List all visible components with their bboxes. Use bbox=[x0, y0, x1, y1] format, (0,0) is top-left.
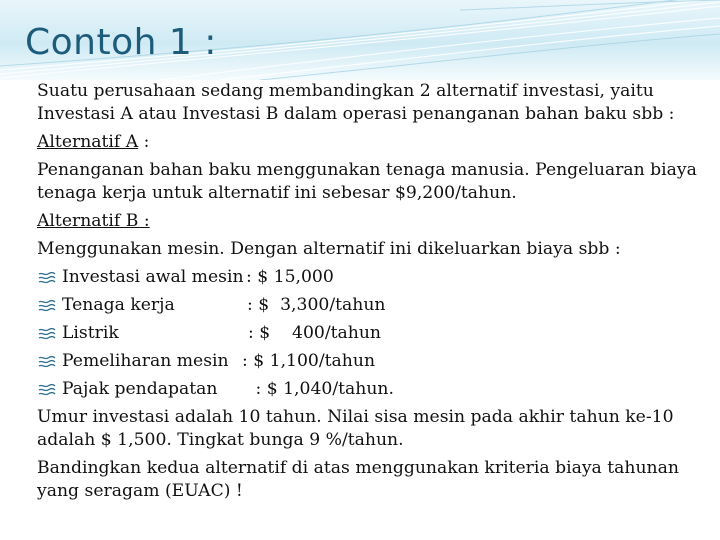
cost-label: Tenaga kerja bbox=[62, 295, 175, 315]
cost-value: : $ 1,040/tahun. bbox=[250, 379, 394, 399]
intro-paragraph: Suatu perusahaan sedang membandingkan 2 alternatif investasi, yaitu Investasi A atau Investasi B dalam operasi penanganan bahan baku sbb : bbox=[37, 81, 675, 124]
wave-bullet-icon bbox=[37, 327, 57, 341]
cost-value: : $ 1,100/tahun bbox=[242, 351, 376, 371]
alternative-b-text: Menggunakan mesin. Dengan alternatif ini dikeluarkan biaya sbb : bbox=[37, 239, 621, 259]
wave-bullet-icon bbox=[37, 355, 57, 369]
cost-label: Listrik bbox=[62, 323, 119, 343]
alternative-a-heading: Alternatif A bbox=[37, 132, 139, 152]
cost-value: : $ 3,300/tahun bbox=[247, 295, 386, 315]
cost-label: Pajak pendapatan bbox=[62, 379, 218, 399]
cost-item-pemeliharan bbox=[37, 350, 702, 373]
closing-paragraph: Umur investasi adalah 10 tahun. Nilai sisa mesin pada akhir tahun ke-10 adalah $ 1,500. Tingkat bunga 9 %/tahun. bbox=[37, 407, 674, 450]
cost-value: : $ 400/tahun bbox=[248, 323, 382, 343]
question-paragraph: Bandingkan kedua alternatif di atas menggunakan kriteria biaya tahunan yang seragam (EUAC) ! bbox=[37, 458, 679, 501]
cost-item-tenaga-kerja bbox=[37, 294, 702, 317]
slide-body bbox=[37, 80, 702, 508]
cost-item-investasi bbox=[37, 266, 702, 289]
cost-label: Pemeliharan mesin bbox=[62, 351, 229, 371]
alternative-a-heading-line bbox=[37, 131, 702, 154]
wave-bullet-icon bbox=[37, 271, 57, 285]
alternative-a-heading-suffix: : bbox=[138, 132, 150, 152]
cost-item-listrik bbox=[37, 322, 702, 345]
wave-bullet-icon bbox=[37, 299, 57, 313]
alternative-b-heading-line bbox=[37, 210, 702, 233]
alternative-a-text: Penanganan bahan baku menggunakan tenaga manusia. Pengeluaran biaya tenaga kerja untuk alternatif ini sebesar $9,200/tahun. bbox=[37, 160, 697, 203]
alternative-b-heading: Alternatif B : bbox=[37, 211, 150, 231]
cost-item-pajak bbox=[37, 378, 702, 401]
cost-label: Investasi awal mesin bbox=[62, 267, 244, 287]
cost-value: : $ 15,000 bbox=[246, 267, 334, 287]
slide-title: Contoh 1 : bbox=[25, 22, 217, 63]
wave-bullet-icon bbox=[37, 383, 57, 397]
